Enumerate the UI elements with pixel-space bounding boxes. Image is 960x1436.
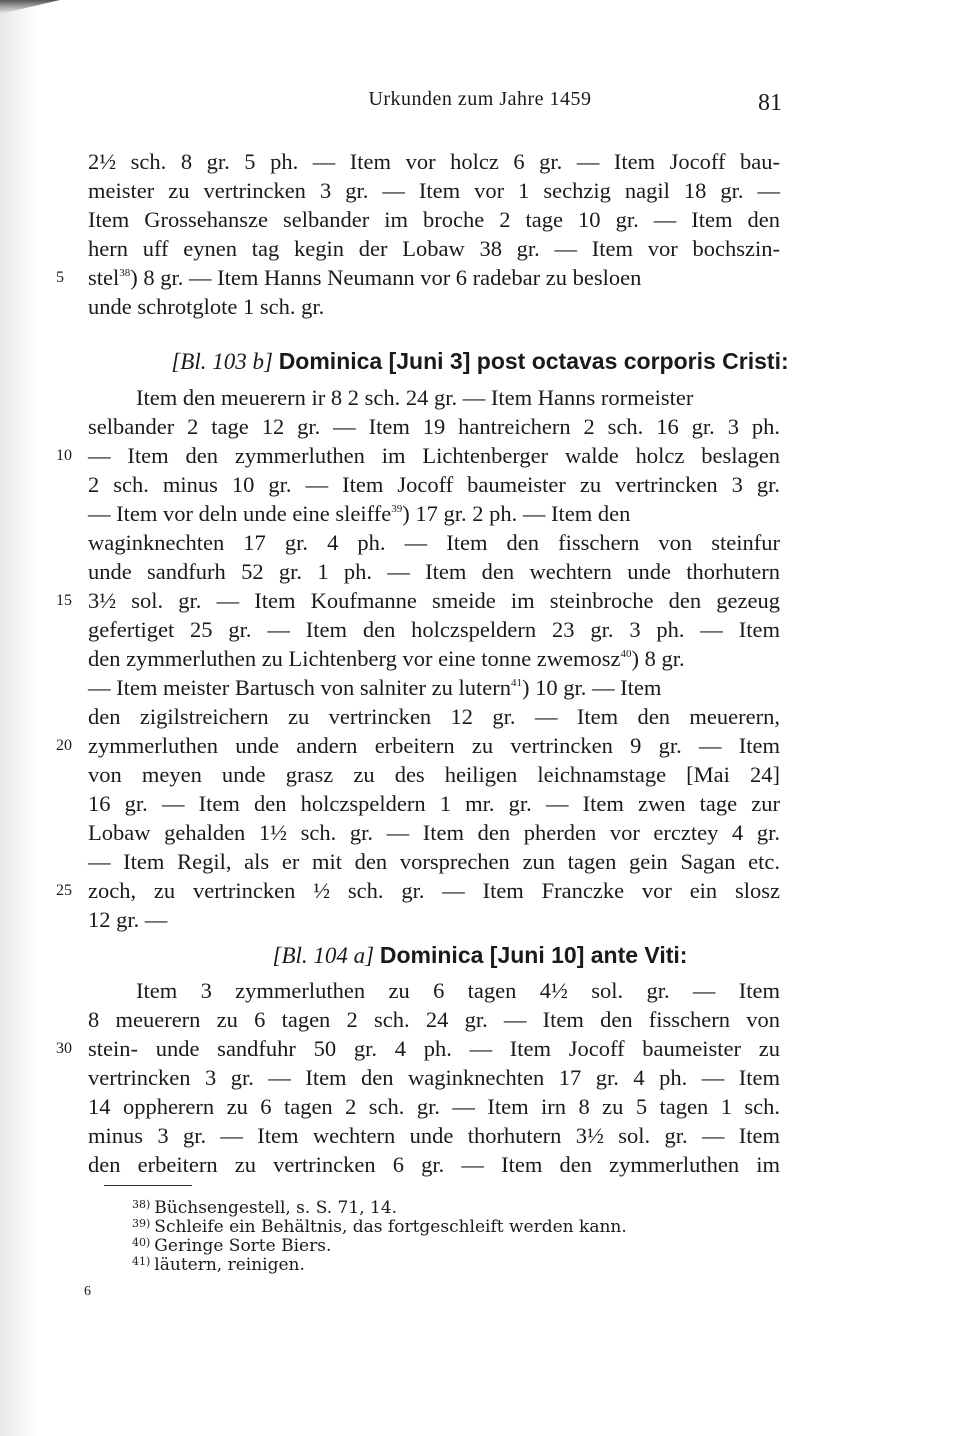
line-number: 10 — [56, 447, 72, 464]
footnote-rule — [104, 1185, 192, 1186]
text-line — [88, 499, 780, 528]
text-line — [88, 644, 780, 673]
text-line — [88, 673, 780, 702]
text-line: 2½ sch. 8 gr. 5 ph. — Item vor holcz 6 gr. — Item Jocoff bau- — [88, 149, 780, 174]
footnote-mark: 40) — [132, 1236, 151, 1249]
text-line: unde sandfurh 52 gr. 1 ph. — Item den wechtern unde thorhutern — [88, 559, 780, 584]
footnote-text: läutern, reinigen. — [154, 1255, 305, 1275]
text-line: vertrincken 3 gr. — Item den waginknechten 17 gr. 4 ph. — Item — [88, 1065, 780, 1090]
footnote — [132, 1215, 627, 1236]
line-number: 15 — [56, 592, 72, 609]
scan-edge-shadow — [0, 0, 40, 1436]
text-line: meister zu vertrincken 3 gr. — Item vor 1 sechzig nagil 18 gr. — — [88, 178, 780, 203]
footnote-ref: 41 — [511, 677, 523, 689]
text-line: waginknechten 17 gr. 4 ph. — Item den fisschern von steinfur — [88, 530, 780, 555]
page-number: 81 — [758, 90, 782, 116]
text-line: — Item Regil, als er mit den vorsprechen zun tagen gein Sagan etc. — [88, 849, 780, 874]
text-line: 2 sch. minus 10 gr. — Item Jocoff baumeister zu vertrincken 3 gr. — [88, 472, 780, 497]
text-line: 8 meuerern zu 6 tagen 2 sch. 24 gr. — Item den fisschern von — [88, 1007, 780, 1032]
text-line: Lobaw gehalden 1½ sch. gr. — Item den pherden vor ercztey 4 gr. — [88, 820, 780, 845]
text-line: selbander 2 tage 12 gr. — Item 19 hantreichern 2 sch. 16 gr. 3 ph. — [88, 414, 780, 439]
footnote-mark: 39) — [132, 1217, 151, 1230]
text-segment: — Item meister Bartusch von salniter zu lutern — [88, 675, 512, 700]
text-line: Item 3 zymmerluthen zu 6 tagen 4½ sol. gr. — Item — [136, 978, 780, 1003]
footnote — [132, 1234, 331, 1255]
line-number: 30 — [56, 1040, 72, 1057]
text-line: minus 3 gr. — Item wechtern unde thorhutern 3½ sol. gr. — Item — [88, 1123, 780, 1148]
line-number: 25 — [56, 882, 72, 899]
text-line: zoch, zu vertrincken ½ sch. gr. — Item Franczke vor ein slosz — [88, 878, 780, 903]
text-line: — Item den zymmerluthen im Lichtenberger walde holcz beslagen — [88, 443, 780, 468]
text-segment: ) 8 gr. — [631, 646, 685, 671]
text-segment: — Item vor deln unde eine sleiffe — [88, 501, 392, 526]
footnote-text: Geringe Sorte Biers. — [154, 1236, 332, 1256]
text-line: stein- unde sandfuhr 50 gr. 4 ph. — Item Jocoff baumeister zu — [88, 1036, 780, 1061]
footnote — [132, 1196, 397, 1217]
text-line: zymmerluthen unde andern erbeitern zu vertrincken 9 gr. — Item — [88, 733, 780, 758]
line-number: 5 — [56, 269, 64, 286]
footnote-text: Schleife ein Behältnis, das fortgeschleift werden kann. — [154, 1217, 627, 1237]
text-line: Item den meuerern ir 8 2 sch. 24 gr. — Item Hanns rormeister — [136, 385, 694, 410]
sheet-signature: 6 — [84, 1284, 91, 1299]
text-line — [88, 263, 780, 292]
text-line: den erbeitern zu vertrincken 6 gr. — Item den zymmerluthen im — [88, 1152, 780, 1177]
footnote-ref: 39 — [391, 503, 403, 515]
section-heading — [0, 940, 960, 971]
text-line: Item Grossehansze selbander im broche 2 tage 10 gr. — Item den — [88, 207, 780, 232]
text-segment: den zymmerluthen zu Lichtenberg vor eine tonne zwemosz — [88, 646, 621, 671]
text-line: 12 gr. — — [88, 907, 168, 932]
text-line: gefertiget 25 gr. — Item den holczspeldern 23 gr. 3 ph. — Item — [88, 617, 780, 642]
text-segment: stel — [88, 265, 120, 290]
running-title: Urkunden zum Jahre 1459 — [368, 88, 592, 110]
footnote — [132, 1253, 305, 1274]
text-line: 16 gr. — Item den holczspeldern 1 mr. gr. — Item zwen tage zur — [88, 791, 780, 816]
folio-reference: [Bl. 104 a] — [272, 943, 375, 968]
line-number: 20 — [56, 737, 72, 754]
footnote-ref: 38 — [119, 267, 131, 279]
footnote-ref: 40 — [620, 648, 632, 660]
folio-reference: [Bl. 103 b] — [171, 349, 273, 374]
footnote-mark: 41) — [132, 1255, 151, 1268]
footnote-text: Büchsengestell, s. S. 71, 14. — [154, 1198, 398, 1218]
text-line: unde schrotglote 1 sch. gr. — [88, 294, 325, 319]
section-title: Dominica [Juni 10] ante Viti: — [379, 942, 688, 968]
footnote-mark: 38) — [132, 1198, 151, 1211]
section-heading — [0, 346, 960, 377]
text-line: 14 oppherern zu 6 tagen 2 sch. gr. — Item irn 8 zu 5 tagen 1 sch. — [88, 1094, 780, 1119]
text-line: von meyen unde grasz zu des heiligen leichnamstage [Mai 24] — [88, 762, 780, 787]
text-line: hern uff eynen tag kegin der Lobaw 38 gr. — Item vor bochszin- — [88, 236, 780, 261]
text-segment: ) 8 gr. — Item Hanns Neumann vor 6 radebar zu besloen — [130, 265, 642, 290]
text-segment: ) 17 gr. 2 ph. — Item den — [402, 501, 631, 526]
text-segment: ) 10 gr. — Item — [522, 675, 662, 700]
text-line: den zigilstreichern zu vertrincken 12 gr. — Item den meuerern, — [88, 704, 780, 729]
text-line: 3½ sol. gr. — Item Koufmanne smeide im steinbroche den gezeug — [88, 588, 780, 613]
section-title: Dominica [Juni 3] post octavas corporis Cristi: — [278, 348, 789, 374]
